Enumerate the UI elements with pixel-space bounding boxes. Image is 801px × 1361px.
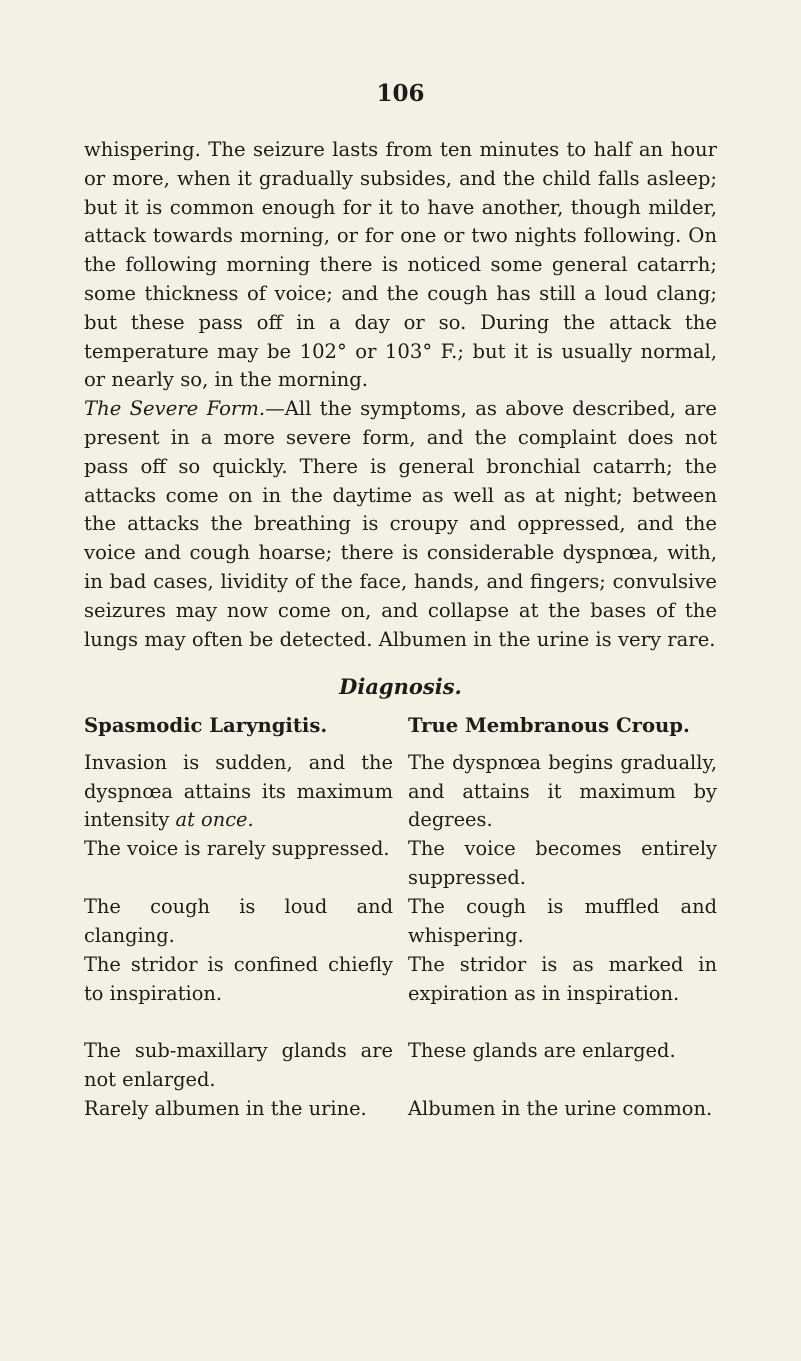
left-row-1-text: Invasion is sudden, and the dyspnœa attains its maximum intensity [84, 750, 393, 832]
right-row-3: The cough is muffled and whispering. [408, 894, 717, 947]
true-membranous-croup-title: True Membranous Croup. [408, 714, 690, 737]
spasmodic-laryngitis-title: Spasmodic Laryngitis. [84, 714, 328, 737]
diagnosis-heading: Diagnosis. [339, 674, 462, 699]
left-row-2: The voice is rarely suppressed. [84, 836, 390, 860]
paragraph-2 [84, 395, 717, 654]
left-row-1-emphasis: at once. [175, 808, 254, 832]
right-row-2: The voice becomes entirely suppressed. [408, 836, 717, 889]
left-row-4: The stridor is confined chiefly to inspiration. [84, 952, 393, 1005]
right-row-5: These glands are enlarged. [408, 1038, 676, 1062]
body-text [84, 136, 717, 654]
page-number: 106 [376, 80, 425, 107]
left-row-5: The sub-maxillary glands are not enlarged. [84, 1038, 393, 1091]
severe-form-lead: The Severe Form. [84, 397, 266, 421]
right-row-4: The stridor is as marked in expiration as in inspiration. [408, 952, 717, 1005]
right-row-1: The dyspnœa begins gradually, and attains it maximum by degrees. [408, 750, 717, 832]
left-row-1 [84, 749, 393, 835]
paragraph-1: whispering. The seizure lasts from ten minutes to half an hour or more, when it gradually subsides, and the child falls asleep; but it is common enough for it to have another, though milder, attack towards morning, or for one or two nights following. On the following morning there is noticed some general catarrh; some thickness of voice; and the cough has still a loud clang; but these pass off in a day or so. During the attack the temperature may be 102° or 103° F.; but it is usually normal, or nearly so, in the morning. [84, 138, 717, 392]
left-row-3: The cough is loud and clanging. [84, 894, 393, 947]
severe-form-text: —All the symptoms, as above described, are present in a more severe form, and the complaint does not pass off so quickly. There is general bronchial catarrh; the attacks come on in the daytime as well as at night; between the attacks the breathing is croupy and oppressed, and the voice and cough hoarse; there is considerable dyspnœa, with, in bad cases, lividity of the face, hands, and fingers; convulsive seizures may now come on, and collapse at the bases of the lungs may often be detected. Albumen in the urine is very rare. [84, 397, 717, 651]
left-row-6: Rarely albumen in the urine. [84, 1096, 367, 1120]
true-membranous-croup-column [408, 712, 717, 1153]
spasmodic-laryngitis-column [84, 712, 393, 1153]
right-row-6: Albumen in the urine common. [408, 1096, 713, 1120]
